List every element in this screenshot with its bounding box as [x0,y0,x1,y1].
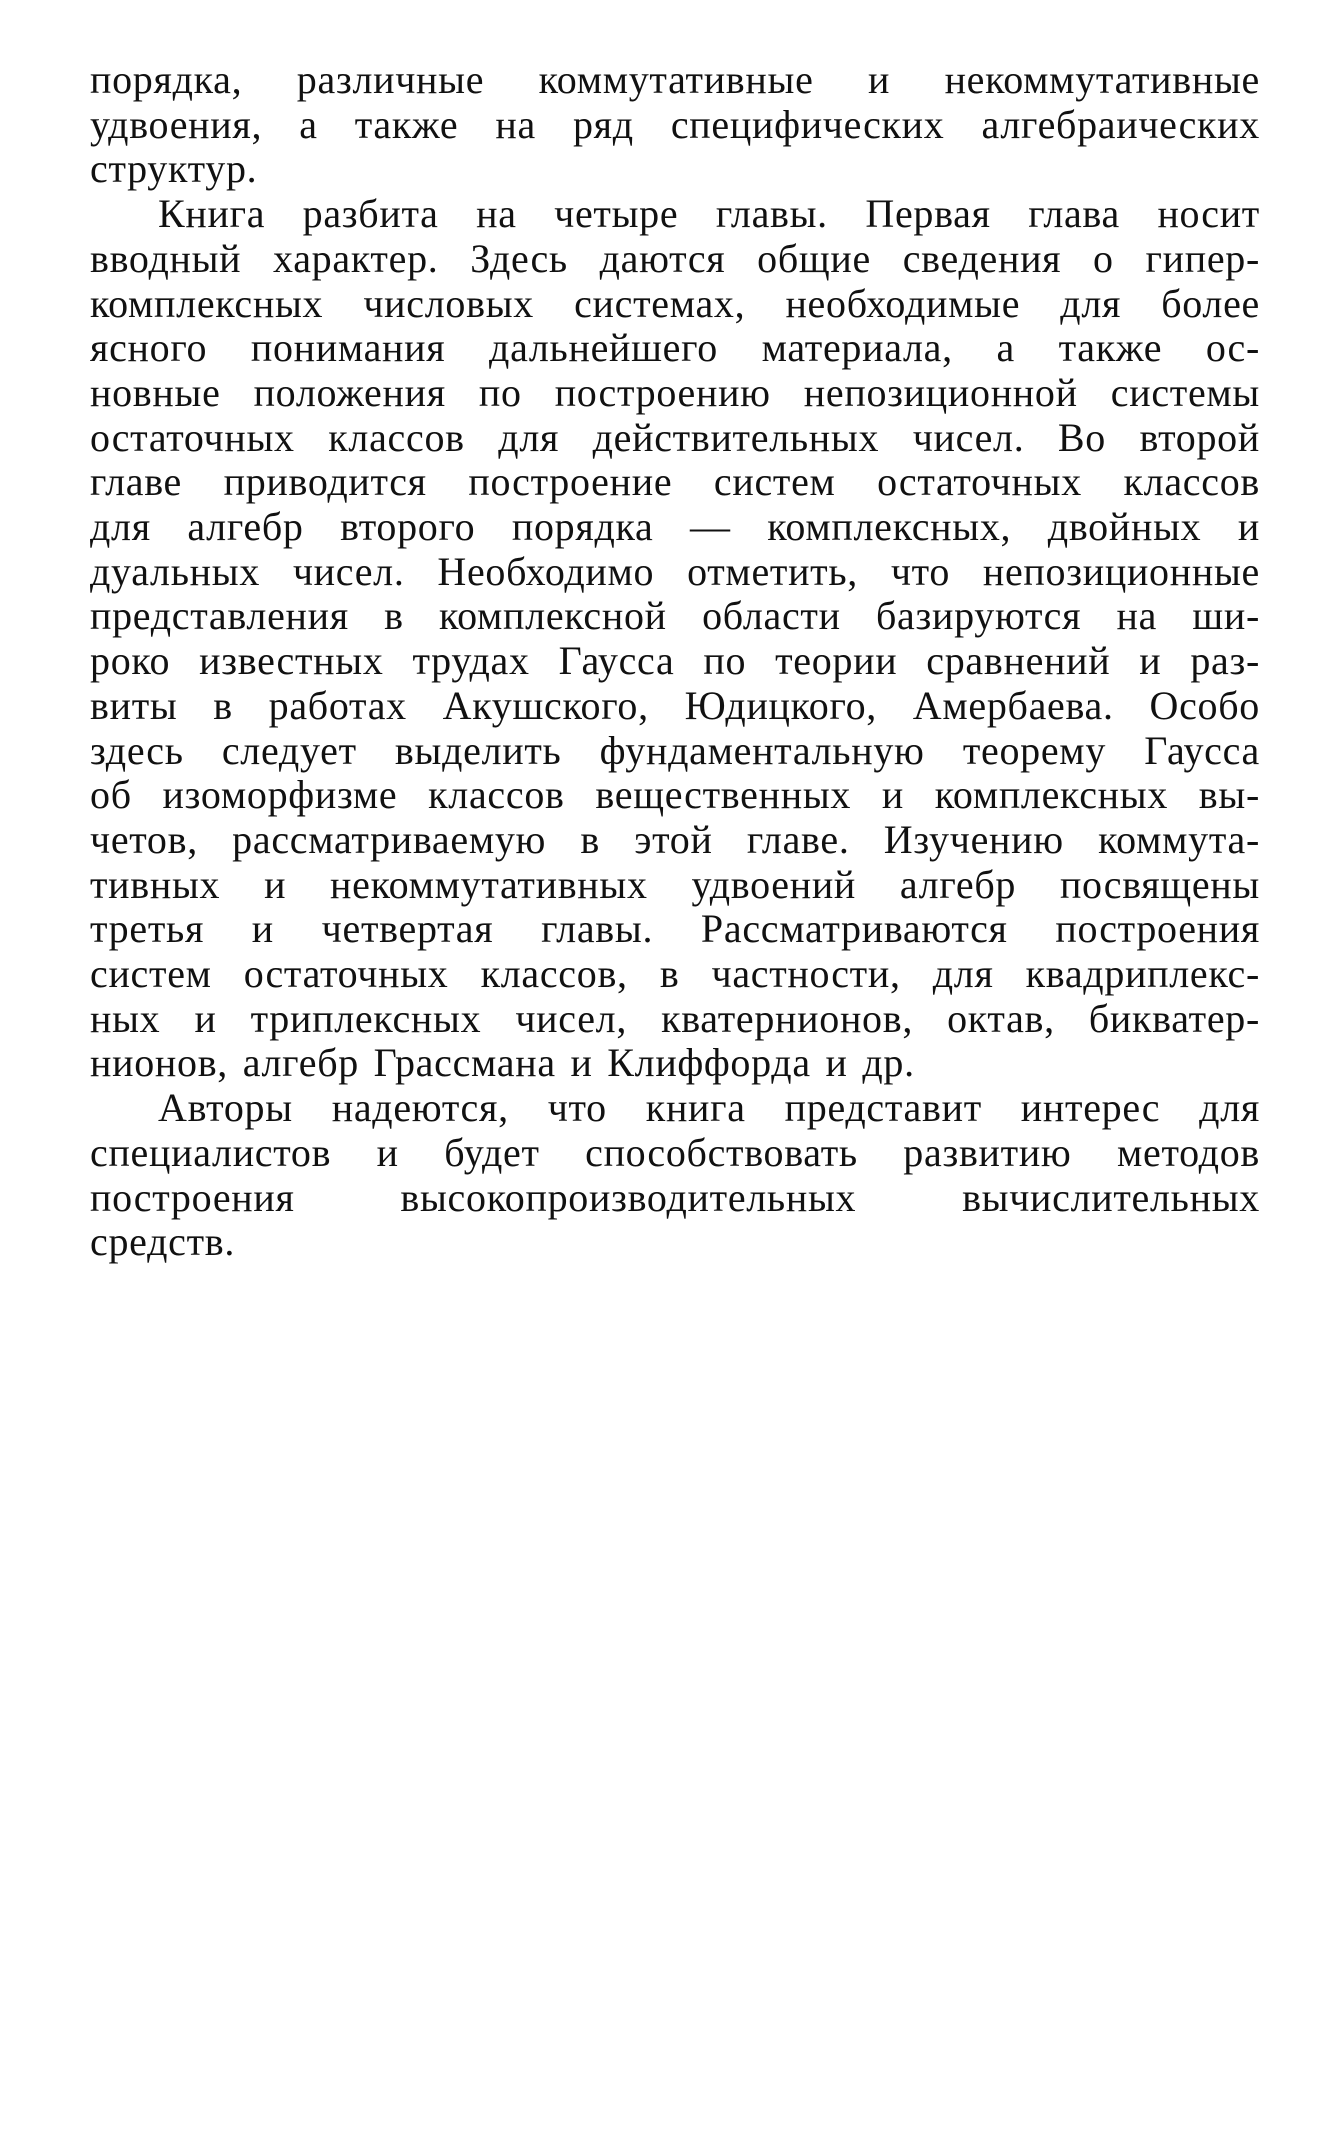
text-line: для алгебр второго порядка — комплексных, двойных и [90,504,1260,550]
text-line: комплексных числовых системах, необходимые для более [90,280,1260,326]
text-line: тивных и некоммутативных удвоений алгебр посвящены [90,861,1260,907]
text-line: систем остаточных классов, в частности, для квадриплекс- [90,951,1260,997]
text-line: средств. [90,1219,236,1265]
text-line: четов, рассматриваемую в этой главе. Изучению коммута- [90,816,1260,862]
paragraph-2 [90,192,1260,1086]
text-line: порядка, различные коммутативные и некоммутативные [90,57,1260,102]
text-line: третья и четвертая главы. Рассматриваются построения [90,906,1260,952]
text-line: удвоения, а также на ряд специфических алгебраических [90,101,1260,147]
text-line: главе приводится построение систем остаточных классов [90,459,1260,505]
paragraph-3 [90,1086,1260,1265]
text-line: нионов, алгебр Грассмана и Клиффорда и др. [90,1040,915,1086]
text-line: Авторы надеются, что книга представит интерес для [158,1085,1260,1131]
text-line: структур. [90,146,258,192]
text-line: Книга разбита на четыре главы. Первая глава носит [158,191,1260,237]
text-line: роко известных трудах Гаусса по теории сравнений и раз- [90,638,1260,684]
text-line: остаточных классов для действительных чисел. Во второй [90,414,1260,460]
text-line: дуальных чисел. Необходимо отметить, что непозиционные [90,548,1260,594]
text-line: об изоморфизме классов вещественных и комплексных вы- [90,772,1260,818]
text-line: специалистов и будет способствовать развитию методов [90,1129,1260,1175]
text-line: здесь следует выделить фундаментальную теорему Гаусса [90,727,1260,773]
page-text [90,58,1260,1265]
text-line: построения высокопроизводительных вычислительных [90,1174,1260,1220]
text-line: новные положения по построению непозиционной системы [90,369,1260,415]
text-line: ных и триплексных чисел, кватернионов, октав, бикватер- [90,995,1260,1041]
text-line: виты в работах Акушского, Юдицкого, Амербаева. Особо [90,682,1260,728]
paragraph-1 [90,58,1260,192]
text-line: ясного понимания дальнейшего материала, а также ос- [90,325,1260,371]
text-line: представления в комплексной области базируются на ши- [90,593,1260,639]
text-line: вводный характер. Здесь даются общие сведения о гипер- [90,235,1260,281]
